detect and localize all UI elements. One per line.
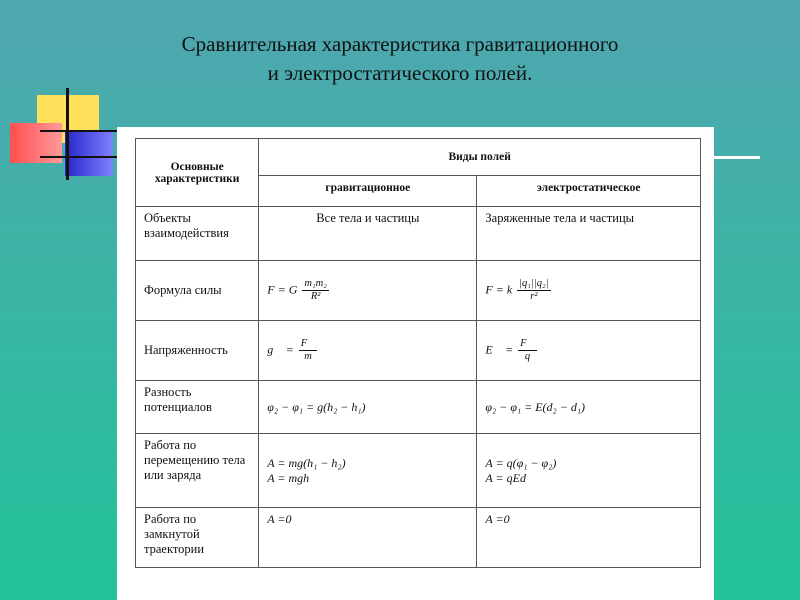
header-gravitational: гравитационное [259,176,477,207]
formula-fraction [517,278,550,303]
formula-prefix: F = k [485,282,513,297]
comparison-table [135,138,701,568]
formula-line: A = mg(h₁ − h₂) [267,455,346,470]
grav-cell [259,434,477,508]
grav-cell: A =0 [259,508,477,568]
decor-horizontal-line [40,156,122,158]
header-field-types: Виды полей [259,139,701,176]
decor-vertical-line [66,88,69,180]
decor-blue-square [65,132,113,176]
header-electrostatic: электростатическое [477,176,701,207]
grav-cell: φ₂ − φ₁ = g(h₂ − h₁) [259,381,477,434]
formula-prefix: E⃗ = [485,342,514,357]
elec-cell: φ₂ − φ₁ = E(d₂ − d₁) [477,381,701,434]
formula-fraction [518,338,537,363]
fraction-denominator: R² [310,291,321,302]
row-label: Работа по замкнутой траектории [136,508,259,568]
grav-cell [259,261,477,321]
decor-horizontal-line [40,130,122,132]
table-row [136,381,701,434]
formula-prefix: F = G [267,282,298,297]
table-row [136,508,701,568]
fraction-denominator: m [304,351,312,362]
elec-cell [477,434,701,508]
title-line-2: и электростатического полей. [267,61,533,85]
slide-title [0,30,800,88]
fraction-numerator: |q₁||q₂| [519,278,549,289]
decor-white-line [707,156,760,159]
fraction-denominator: q [524,351,531,362]
fraction-numerator: F⃗ [300,338,316,349]
elec-cell [477,261,701,321]
row-label: Разность потенциалов [136,381,259,434]
formula-fraction [299,338,318,363]
formula-line: A = qEd [485,470,526,485]
elec-cell [477,321,701,381]
row-label: Напряженность [136,321,259,381]
title-line-1: Сравнительная характеристика гравитационного [181,32,619,56]
fraction-numerator: m₁m₂ [304,278,327,289]
fraction-numerator: F⃗ [520,338,535,349]
grav-cell [259,321,477,381]
table-row [136,434,701,508]
header-main-characteristics: Основные характеристики [136,139,259,207]
table-card [117,127,714,600]
fraction-denominator: r² [530,291,538,302]
formula-line: A = mgh [267,470,310,485]
row-label: Формула силы [136,261,259,321]
table-row [136,321,701,381]
grav-cell: Все тела и частицы [259,207,477,261]
formula-prefix: g⃗ = [267,342,294,357]
formula-line: A = q(φ₁ − φ₂) [485,455,557,470]
table-row [136,261,701,321]
row-label: Работа по перемещению тела или заряда [136,434,259,508]
formula-fraction [302,278,328,303]
elec-cell: A =0 [477,508,701,568]
table-row [136,207,701,261]
elec-cell: Заряженные тела и частицы [477,207,701,261]
row-label: Объекты взаимодействия [136,207,259,261]
